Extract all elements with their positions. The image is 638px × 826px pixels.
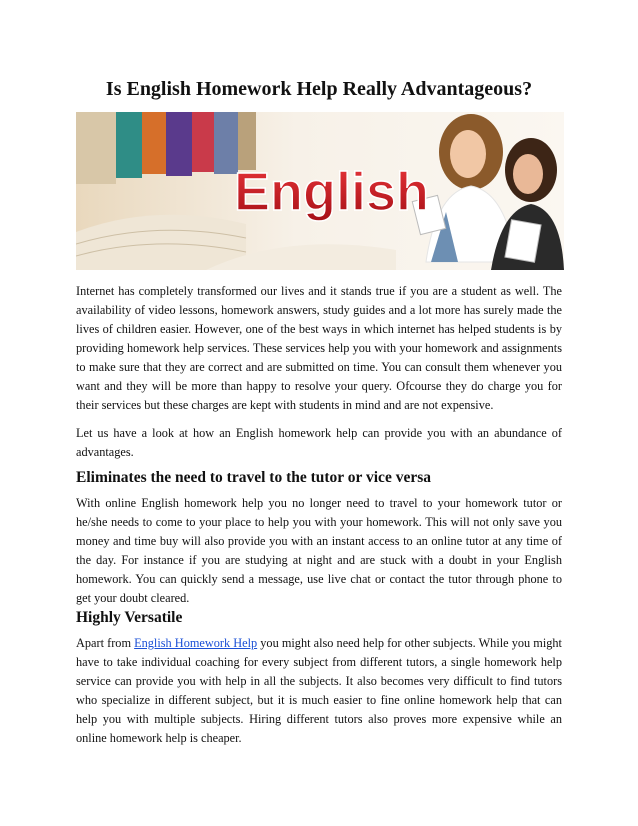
page-title: Is English Homework Help Really Advantageous?	[105, 78, 533, 100]
section-heading-versatile: Highly Versatile	[76, 609, 183, 626]
intro-paragraph: Internet has completely transformed our lives and it stands true if you are a student as well. The availability of video lessons, homework answers, study guides and a lot more has surely made the lives of children easier. However, one of the best ways in which internet has helped students is by providing homework help services. These services help you with your homework and assignments to make sure that they are correct and are submitted on time. You can consult them whenever you want and they will be more than happy to resolve your query. Ofcourse they do charge you for their services but these charges are kept with students in mind and are not expensive.	[76, 284, 562, 412]
english-homework-help-link[interactable]: English Homework Help	[134, 636, 258, 650]
travel-paragraph: With online English homework help you no longer need to travel to your homework tutor or he/she needs to come to your place to help you with your homework. This will not only save you money and time buy will also provide you with an instant access to an online tutor at any time of the day. For instance if you are studying at night and are stuck with a doubt in your English homework. You can quickly send a message, use live chat or contact the tutor through phone to get your doubt cleared.	[76, 496, 562, 605]
versatile-paragraph	[76, 634, 562, 748]
advantages-paragraph: Let us have a look at how an English homework help can provide you with an abundance of advantages.	[76, 426, 562, 459]
versatile-text-after: you might also need help for other subjects. While you might have to take individual coaching for every subject from different tutors, a single homework help service can provide you with help in all the subjects. It also becomes very difficult to find tutors who specialize in different subject, but it is much easier to fine online homework help that can help you with multiple subjects. Hiring different tutors also proves more expensive while an online homework help is cheaper.	[76, 636, 562, 745]
hero-image	[76, 112, 564, 270]
books-icon	[76, 112, 256, 184]
hero-illustration	[76, 112, 564, 270]
versatile-text-before: Apart from	[76, 636, 135, 650]
section-heading-travel: Eliminates the need to travel to the tutor or vice versa	[76, 469, 431, 486]
english-word: English	[234, 162, 430, 222]
